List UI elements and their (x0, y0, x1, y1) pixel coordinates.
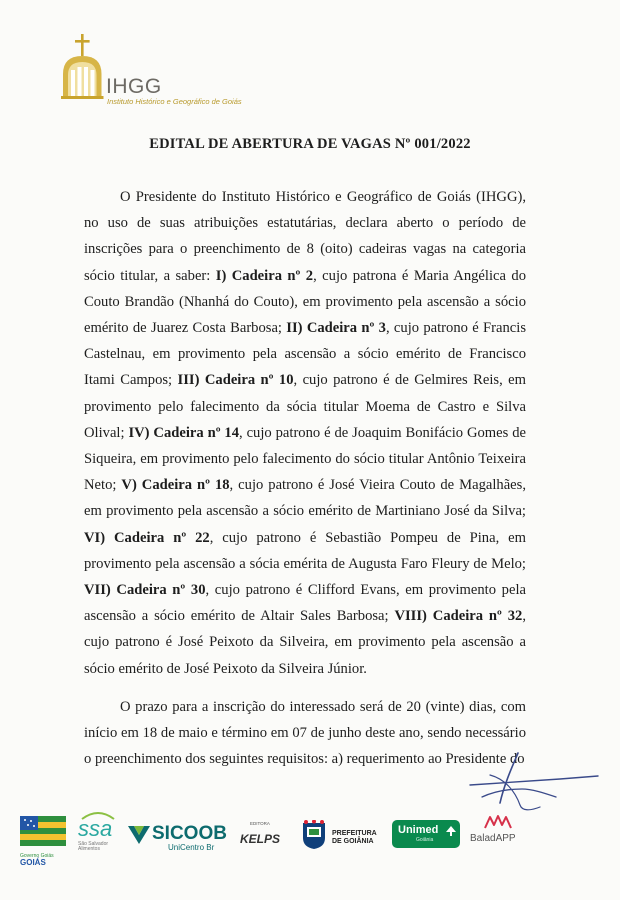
sicoob-chevron-icon (128, 824, 150, 846)
goias-line1: Governo Goiás (20, 853, 54, 859)
ssa-line2: Alimentos (78, 846, 100, 852)
chair-label: IV) Cadeira nº 14 (128, 424, 240, 441)
sicoob-sub: UniCentro Br (168, 843, 215, 852)
goias-logo (20, 816, 66, 867)
baladapp-name: BaladAPP (470, 833, 516, 844)
goiania-crest-icon (300, 820, 328, 850)
paragraph-segment: , cujo patrono é de Gelmires Reis, em provimento pelo falecimento da sócia titular Moema de Castro e Silva Olival; (84, 372, 526, 441)
baladapp-wave-icon (484, 814, 512, 830)
unimed-logo (392, 820, 460, 848)
chair-label: V) Cadeira nº 18 (121, 477, 230, 494)
sicoob-name: SICOOB (152, 823, 227, 844)
paragraph-vacancies (84, 184, 526, 682)
paragraph-segment: , cujo patrono é José Vieira Couto de Magalhães, em provimento pela ascensão a sócio emérito de Martiniano José da Silva; (84, 477, 526, 520)
document-body (84, 184, 526, 772)
unimed-sub: Goiânia (416, 837, 434, 843)
paragraph-segment: , cujo patrona é Maria Angélica do Couto Brandão (Nhanhá do Couto), em provimento pela ascensão a sócio emérito de Juarez Costa Barbosa; (84, 267, 526, 337)
paragraph-deadline: O prazo para a inscrição do interessado será de 20 (vinte) dias, com início em 18 de maio e término em 07 de junho deste ano, sendo necessário o preenchimento dos seguintes requisitos: a) requerimento ao Presidente do (84, 698, 526, 768)
chair-label: VI) Cadeira nº 22 (84, 529, 210, 546)
sicoob-logo (128, 822, 228, 862)
ssa-line1: São Salvador (78, 841, 109, 847)
ihgg-full-name: Instituto Histórico e Geográfico de Goiás (107, 97, 242, 106)
goias-line2: GOIÁS (20, 858, 46, 867)
paragraph-segment: , cujo patrono é Francis Castelnau, em provimento pela ascensão a sócio emérito de Francisco Itami Campos; (84, 320, 526, 389)
unimed-name: Unimed (398, 824, 439, 836)
chair-label: VII) Cadeira nº 30 (84, 582, 206, 599)
unimed-tree-icon (446, 826, 456, 836)
prefeitura-logo (300, 820, 380, 860)
kelps-pre: EDITORA (250, 821, 270, 826)
paragraph-segment: , cujo patrono é de Joaquim Bonifácio Gomes de Siqueira, em provimento pelo falecimento do sócio titular Antônio Teixeira Neto; (84, 424, 526, 494)
ihgg-emblem-icon (60, 34, 106, 114)
paragraph-segment: , cujo patrono é Clifford Evans, em provimento pela ascensão a sócio emérito de Altair Sales Barbosa; (84, 582, 526, 625)
chair-label: I) Cadeira nº 2 (215, 267, 314, 284)
goias-flag-icon (20, 816, 66, 846)
kelps-logo (240, 822, 286, 858)
paragraph-segment: O Presidente do Instituto Histórico e Geográfico de Goiás (IHGG), no uso de suas atribuições estatutárias, declara aberto o período de inscrições para o preenchimento de 8 (oito) cadeiras vagas na categoria sócio titular, a saber: (84, 189, 526, 284)
chair-label: VIII) Cadeira nº 32 (394, 608, 523, 625)
kelps-name: KELPS (240, 831, 281, 846)
baladapp-logo (470, 814, 530, 854)
paragraph-segment: , cujo patrono é Sebastião Pompeu de Pina, em provimento pela ascensão a sócia emérita de Augusta Faro Fleury de Melo; (84, 529, 526, 572)
paragraph-segment: , cujo patrono é José Peixoto da Silveira, em provimento pela ascensão a sócio emérito de José Peixoto da Silveira Júnior. (84, 608, 526, 677)
ihgg-acronym: IHGG (106, 75, 162, 98)
ssa-logo (78, 810, 128, 864)
ssa-mark: ssa (78, 816, 113, 841)
chair-label: II) Cadeira nº 3 (286, 320, 386, 337)
prefeitura-line2: DE GOIÂNIA (332, 838, 374, 845)
document-title: EDITAL DE ABERTURA DE VAGAS Nº 001/2022 (149, 136, 471, 152)
ihgg-logo (60, 34, 320, 114)
sponsor-footer (0, 808, 620, 868)
prefeitura-line1: PREFEITURA (332, 830, 377, 837)
chair-label: III) Cadeira nº 10 (177, 372, 294, 389)
